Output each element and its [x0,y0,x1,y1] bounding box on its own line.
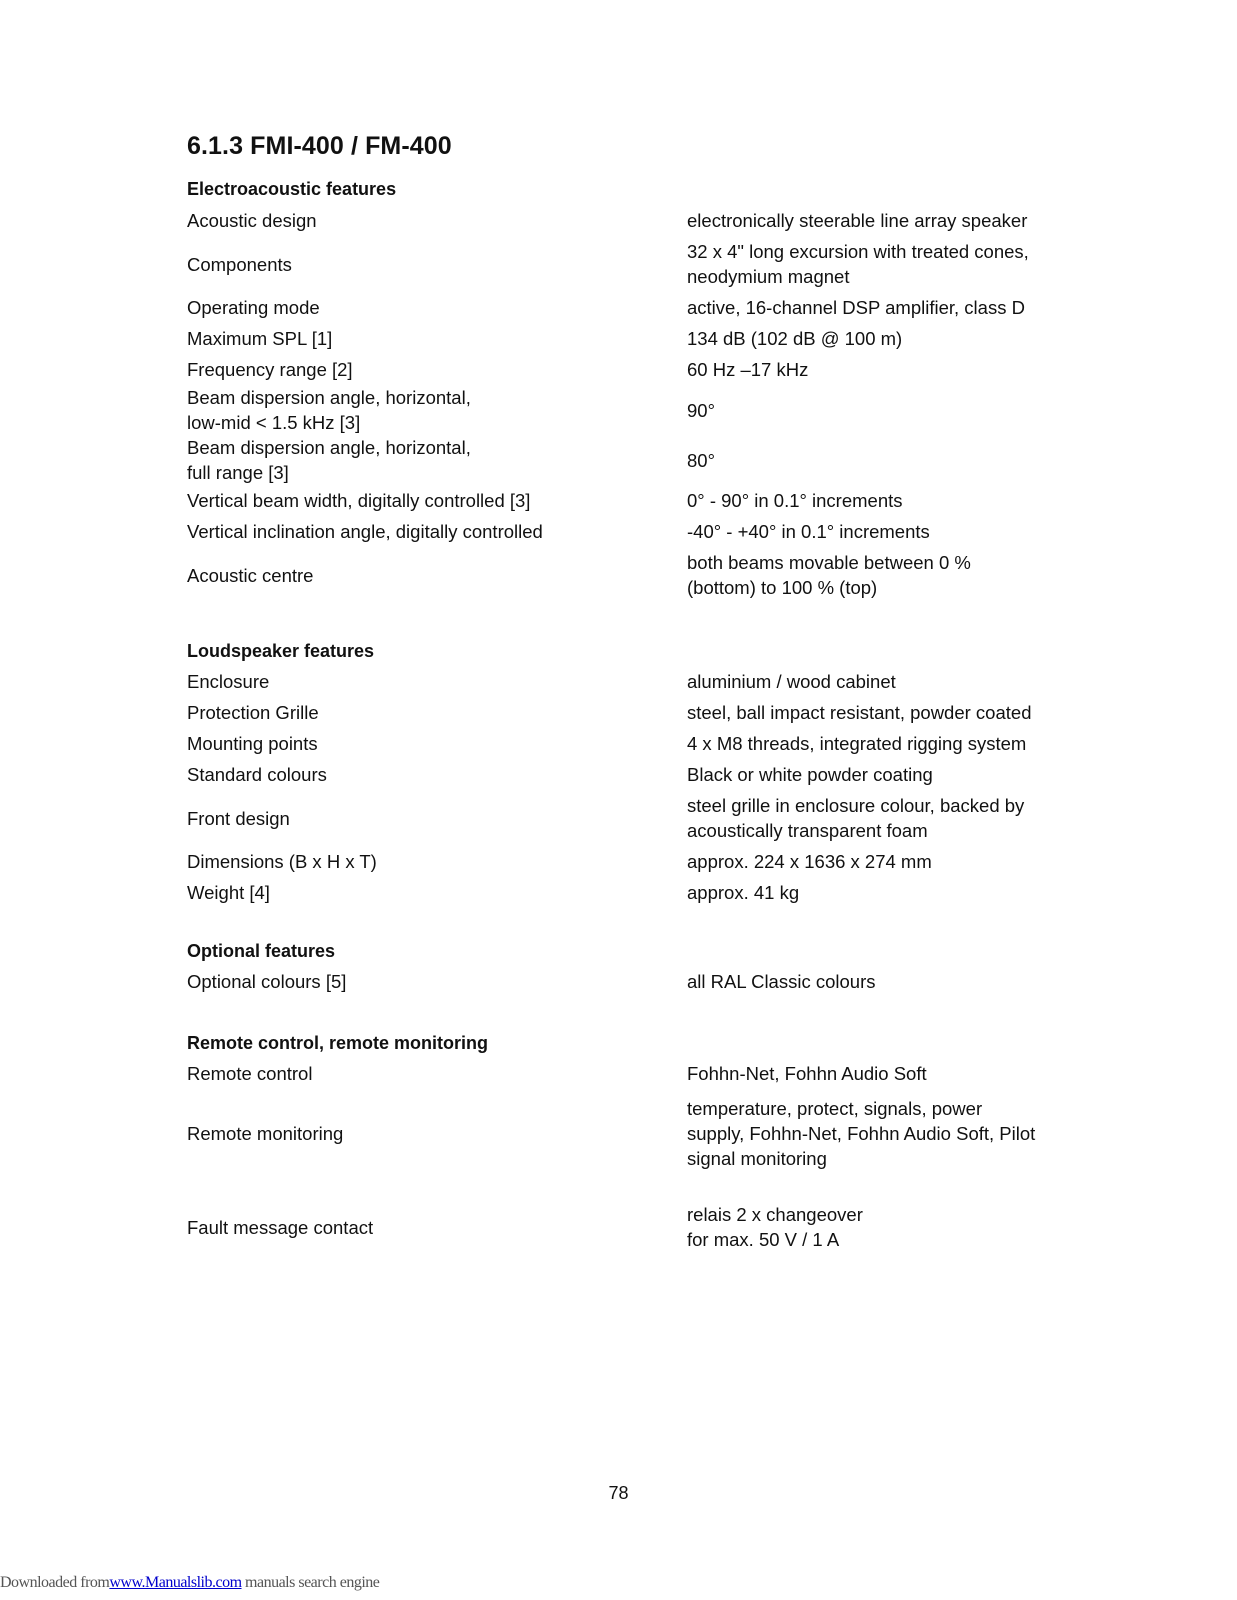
spec-label: Frequency range [2] [187,359,353,380]
spec-label: Components [187,253,292,275]
section-heading: Optional features [187,941,336,961]
spec-row-vertical-inclination-angle [187,516,1057,547]
spec-value: Fohhn-Net, Fohhn Audio Soft [687,1063,927,1084]
spec-label: Mounting points [187,733,318,754]
spec-row-protection-grille [187,697,1057,728]
section-heading: Loudspeaker features [187,641,375,661]
page-number: 78 [608,1483,629,1503]
manualslib-link[interactable]: www.Manualslib.com [109,1574,242,1591]
section-heading: Electroacoustic features [187,179,397,199]
spec-value: relais 2 x changeover for max. 50 V / 1 A [687,1204,863,1250]
spec-label: Beam dispersion angle, horizontal, full range [3] [187,437,471,483]
spec-label: Remote monitoring [187,1122,344,1144]
spec-value: 60 Hz –17 kHz [687,359,809,380]
spec-value: steel grille in enclosure colour, backed by acoustically transparent foam [687,795,1025,841]
spec-label: Maximum SPL [1] [187,328,333,349]
spec-row-optional-colours [187,966,1057,997]
spec-row-acoustic-design [187,204,1057,236]
footer-prefix: Downloaded from [0,1574,110,1591]
spec-value: active, 16-channel DSP amplifier, class D [687,297,1025,318]
spec-value: temperature, protect, signals, power supply, Fohhn-Net, Fohhn Audio Soft, Pilot signal monitoring [687,1097,1036,1169]
spec-value: 90° [687,399,715,421]
footer-suffix: manuals search engine [241,1574,380,1591]
section-remote-control-monitoring [187,1028,1057,1277]
spec-value: all RAL Classic colours [687,971,876,992]
spec-label: Acoustic centre [187,564,314,586]
spec-row-mounting-points [187,728,1057,759]
section-heading: Remote control, remote monitoring [187,1033,489,1053]
page-title: 6.1.3 FMI-400 / FM-400 [187,132,452,160]
spec-label: Optional colours [5] [187,971,347,992]
spec-row-frequency-range [187,354,1057,385]
spec-value: 32 x 4" long excursion with treated cones, neodymium magnet [687,241,1029,287]
spec-label: Fault message contact [187,1216,374,1238]
spec-value: steel, ball impact resistant, powder coated [687,702,1032,723]
spec-label: Beam dispersion angle, horizontal, low-mid < 1.5 kHz [3] [187,387,471,433]
spec-label: Acoustic design [187,209,317,231]
spec-label: Operating mode [187,297,320,318]
spec-value: 4 x M8 threads, integrated rigging system [687,733,1027,754]
spec-row-weight [187,877,1057,908]
spec-row-front-design [187,790,1057,846]
spec-label: Dimensions (B x H x T) [187,851,377,872]
spec-label: Enclosure [187,671,270,692]
spec-row-enclosure [187,666,1057,697]
spec-value: Black or white powder coating [687,764,933,785]
spec-label: Vertical beam width, digitally controlled [3] [187,490,531,511]
download-footer [0,1574,379,1592]
spec-label: Protection Grille [187,702,319,723]
section-electroacoustic-features [187,174,1057,603]
spec-value: 0° - 90° in 0.1° increments [687,490,903,511]
spec-row-acoustic-centre [187,547,1057,603]
spec-label: Front design [187,807,290,829]
section-loudspeaker-features [187,636,1057,908]
spec-row-remote-control [187,1058,1057,1089]
spec-value: 134 dB (102 dB @ 100 m) [687,328,903,349]
spec-value: both beams movable between 0 % (bottom) to 100 % (top) [687,552,971,598]
spec-label: Weight [4] [187,882,270,903]
spec-row-maximum-spl [187,323,1057,354]
section-optional-features [187,936,1057,997]
spec-value: electronically steerable line array speaker [687,209,1028,231]
spec-value: aluminium / wood cabinet [687,671,896,692]
spec-row-standard-colours [187,759,1057,790]
spec-row-fault-message-contact [187,1177,1057,1277]
spec-label: Standard colours [187,764,327,785]
spec-label: Vertical inclination angle, digitally controlled [187,521,543,542]
spec-value: approx. 41 kg [687,882,800,903]
spec-row-vertical-beam-width [187,485,1057,516]
spec-row-operating-mode [187,292,1057,323]
spec-row-beam-dispersion-full-range [187,435,1057,485]
spec-row-beam-dispersion-low-mid [187,385,1057,435]
spec-row-remote-monitoring [187,1089,1057,1177]
spec-value: -40° - +40° in 0.1° increments [687,521,930,542]
spec-label: Remote control [187,1063,313,1084]
spec-row-components [187,236,1057,292]
spec-row-dimensions [187,846,1057,877]
spec-value: approx. 224 x 1636 x 274 mm [687,851,932,872]
spec-value: 80° [687,449,715,471]
